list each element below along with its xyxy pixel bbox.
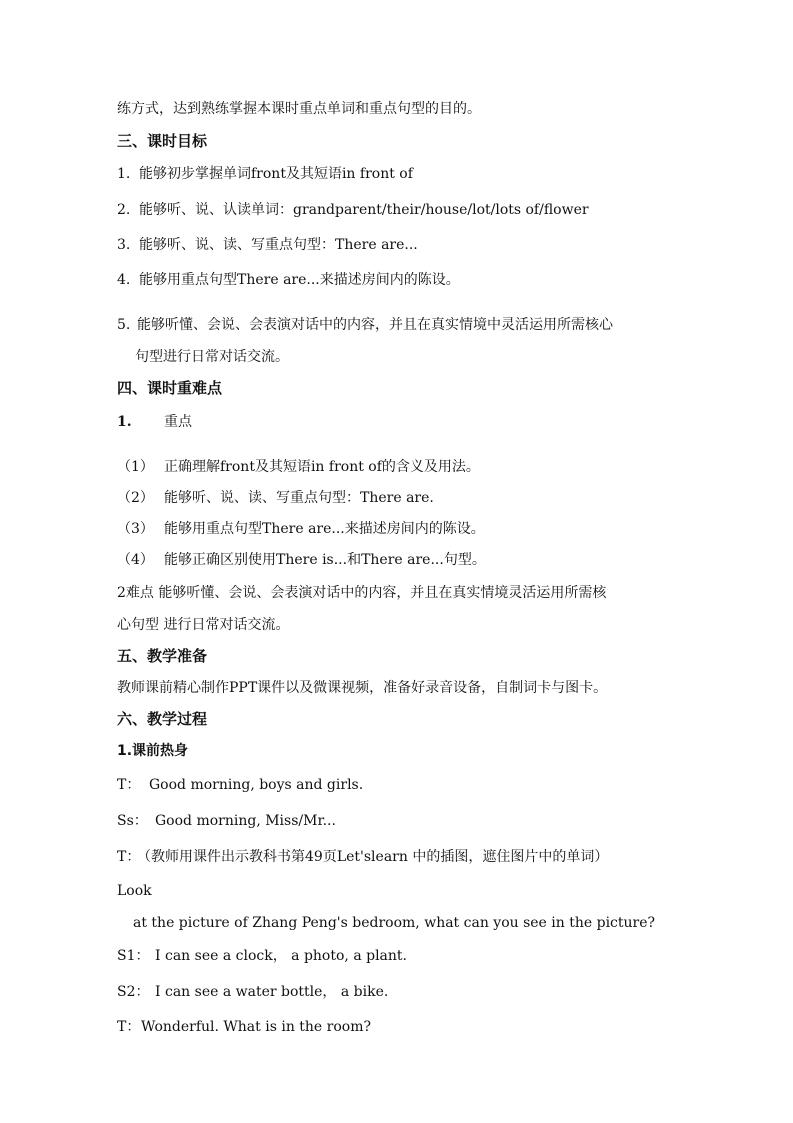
subheading-number: 1. — [117, 414, 132, 430]
key-point-4 — [117, 550, 486, 570]
goal-item-number: 4. — [117, 272, 131, 288]
section-4-heading: 四、课时重难点 — [117, 379, 223, 397]
dialogue-line-5 — [133, 913, 655, 933]
difficulty-text: 2难点 能够听懂、会说、会表演对话中的内容，并且在真实情境灵活运用所需核 — [117, 585, 607, 601]
dialogue-line-7 — [117, 982, 388, 1002]
key-point-text: 能够正确区别使用There is...和There are...句型。 — [164, 552, 486, 568]
goal-item-number: 2. — [117, 202, 131, 218]
dialogue-line-6 — [117, 946, 407, 966]
key-points-subheading — [117, 412, 192, 432]
key-point-number: （2） — [117, 490, 154, 506]
dialogue-speaker: T： — [117, 849, 141, 865]
key-point-number: （3） — [117, 521, 154, 537]
goal-item-2 — [117, 200, 589, 220]
dialogue-speaker: Ss： — [117, 813, 148, 829]
goal-item-text: 能够用重点句型There are...来描述房间内的陈设。 — [139, 272, 460, 288]
dialogue-speaker: S2： — [117, 984, 150, 1000]
dialogue-speaker: S1： — [117, 948, 150, 964]
section-6-heading: 六、教学过程 — [117, 710, 208, 728]
dialogue-line-1 — [117, 775, 363, 795]
subheading-text: 重点 — [164, 414, 192, 430]
dialogue-speaker: T： — [117, 1019, 141, 1035]
goal-item-1 — [117, 164, 413, 184]
dialogue-line-8 — [117, 1017, 371, 1037]
intro-text: 练方式，达到熟练掌握本课时重点单词和重点句型的目的。 — [117, 101, 481, 117]
key-point-2 — [117, 488, 434, 508]
key-point-number: （4） — [117, 552, 154, 568]
dialogue-line-2 — [117, 811, 336, 831]
dialogue-text: Look — [117, 883, 152, 899]
warm-up-subheading: 1.课前热身 — [117, 743, 189, 759]
goal-item-number: 1. — [117, 166, 131, 182]
dialogue-text: Good morning, boys and girls. — [149, 777, 364, 793]
dialogue-line-4 — [117, 881, 152, 901]
preparation-text: 教师课前精心制作PPT课件以及微课视频，准备好录音设备，自制词卡与图卡。 — [117, 680, 608, 696]
goal-item-text: 能够听、说、读、写重点句型：There are... — [139, 237, 418, 253]
dialogue-line-3 — [117, 847, 608, 867]
key-point-1 — [117, 457, 480, 477]
key-point-number: （1） — [117, 459, 154, 475]
dialogue-text: Good morning, Miss/Mr... — [155, 813, 336, 829]
goal-item-3 — [117, 235, 418, 255]
section-5-heading: 五、教学准备 — [117, 647, 208, 665]
key-point-text: 能够用重点句型There are...来描述房间内的陈设。 — [164, 521, 485, 537]
dialogue-speaker: T： — [117, 777, 141, 793]
goal-item-number: 3. — [117, 237, 131, 253]
key-point-text: 正确理解front及其短语in front of的含义及用法。 — [164, 459, 480, 475]
goal-item-5 — [117, 315, 613, 335]
goal-item-text: 能够初步掌握单词front及其短语in front of — [139, 166, 413, 182]
dialogue-text: （教师用课件出示教科书第49页Let'slearn 中的插图，遮住图片中的单词） — [137, 849, 609, 865]
goal-item-4 — [117, 270, 460, 290]
goal-item-text: 能够听懂、会说、会表演对话中的内容，并且在真实情境中灵活运用所需核心 — [137, 317, 613, 333]
key-point-text: 能够听、说、读、写重点句型：There are. — [164, 490, 434, 506]
dialogue-text: I can see a water bottle， a bike. — [155, 984, 389, 1000]
dialogue-text: at the picture of Zhang Peng's bedroom, what can you see in the picture? — [133, 915, 656, 931]
dialogue-text: Wonderful. What is in the room? — [141, 1019, 371, 1035]
goal-item-5-continuation: 句型进行日常对话交流。 — [135, 349, 289, 365]
goal-item-number: 5. — [117, 317, 131, 333]
goal-item-text: 能够听、说、认读单词：grandparent/their/house/lot/lots of/flower — [139, 202, 589, 218]
dialogue-text: I can see a clock， a photo, a plant. — [155, 948, 407, 964]
difficulty-continuation: 心句型 进行日常对话交流。 — [117, 617, 290, 633]
section-3-heading: 三、课时目标 — [117, 132, 208, 150]
key-point-3 — [117, 519, 485, 539]
